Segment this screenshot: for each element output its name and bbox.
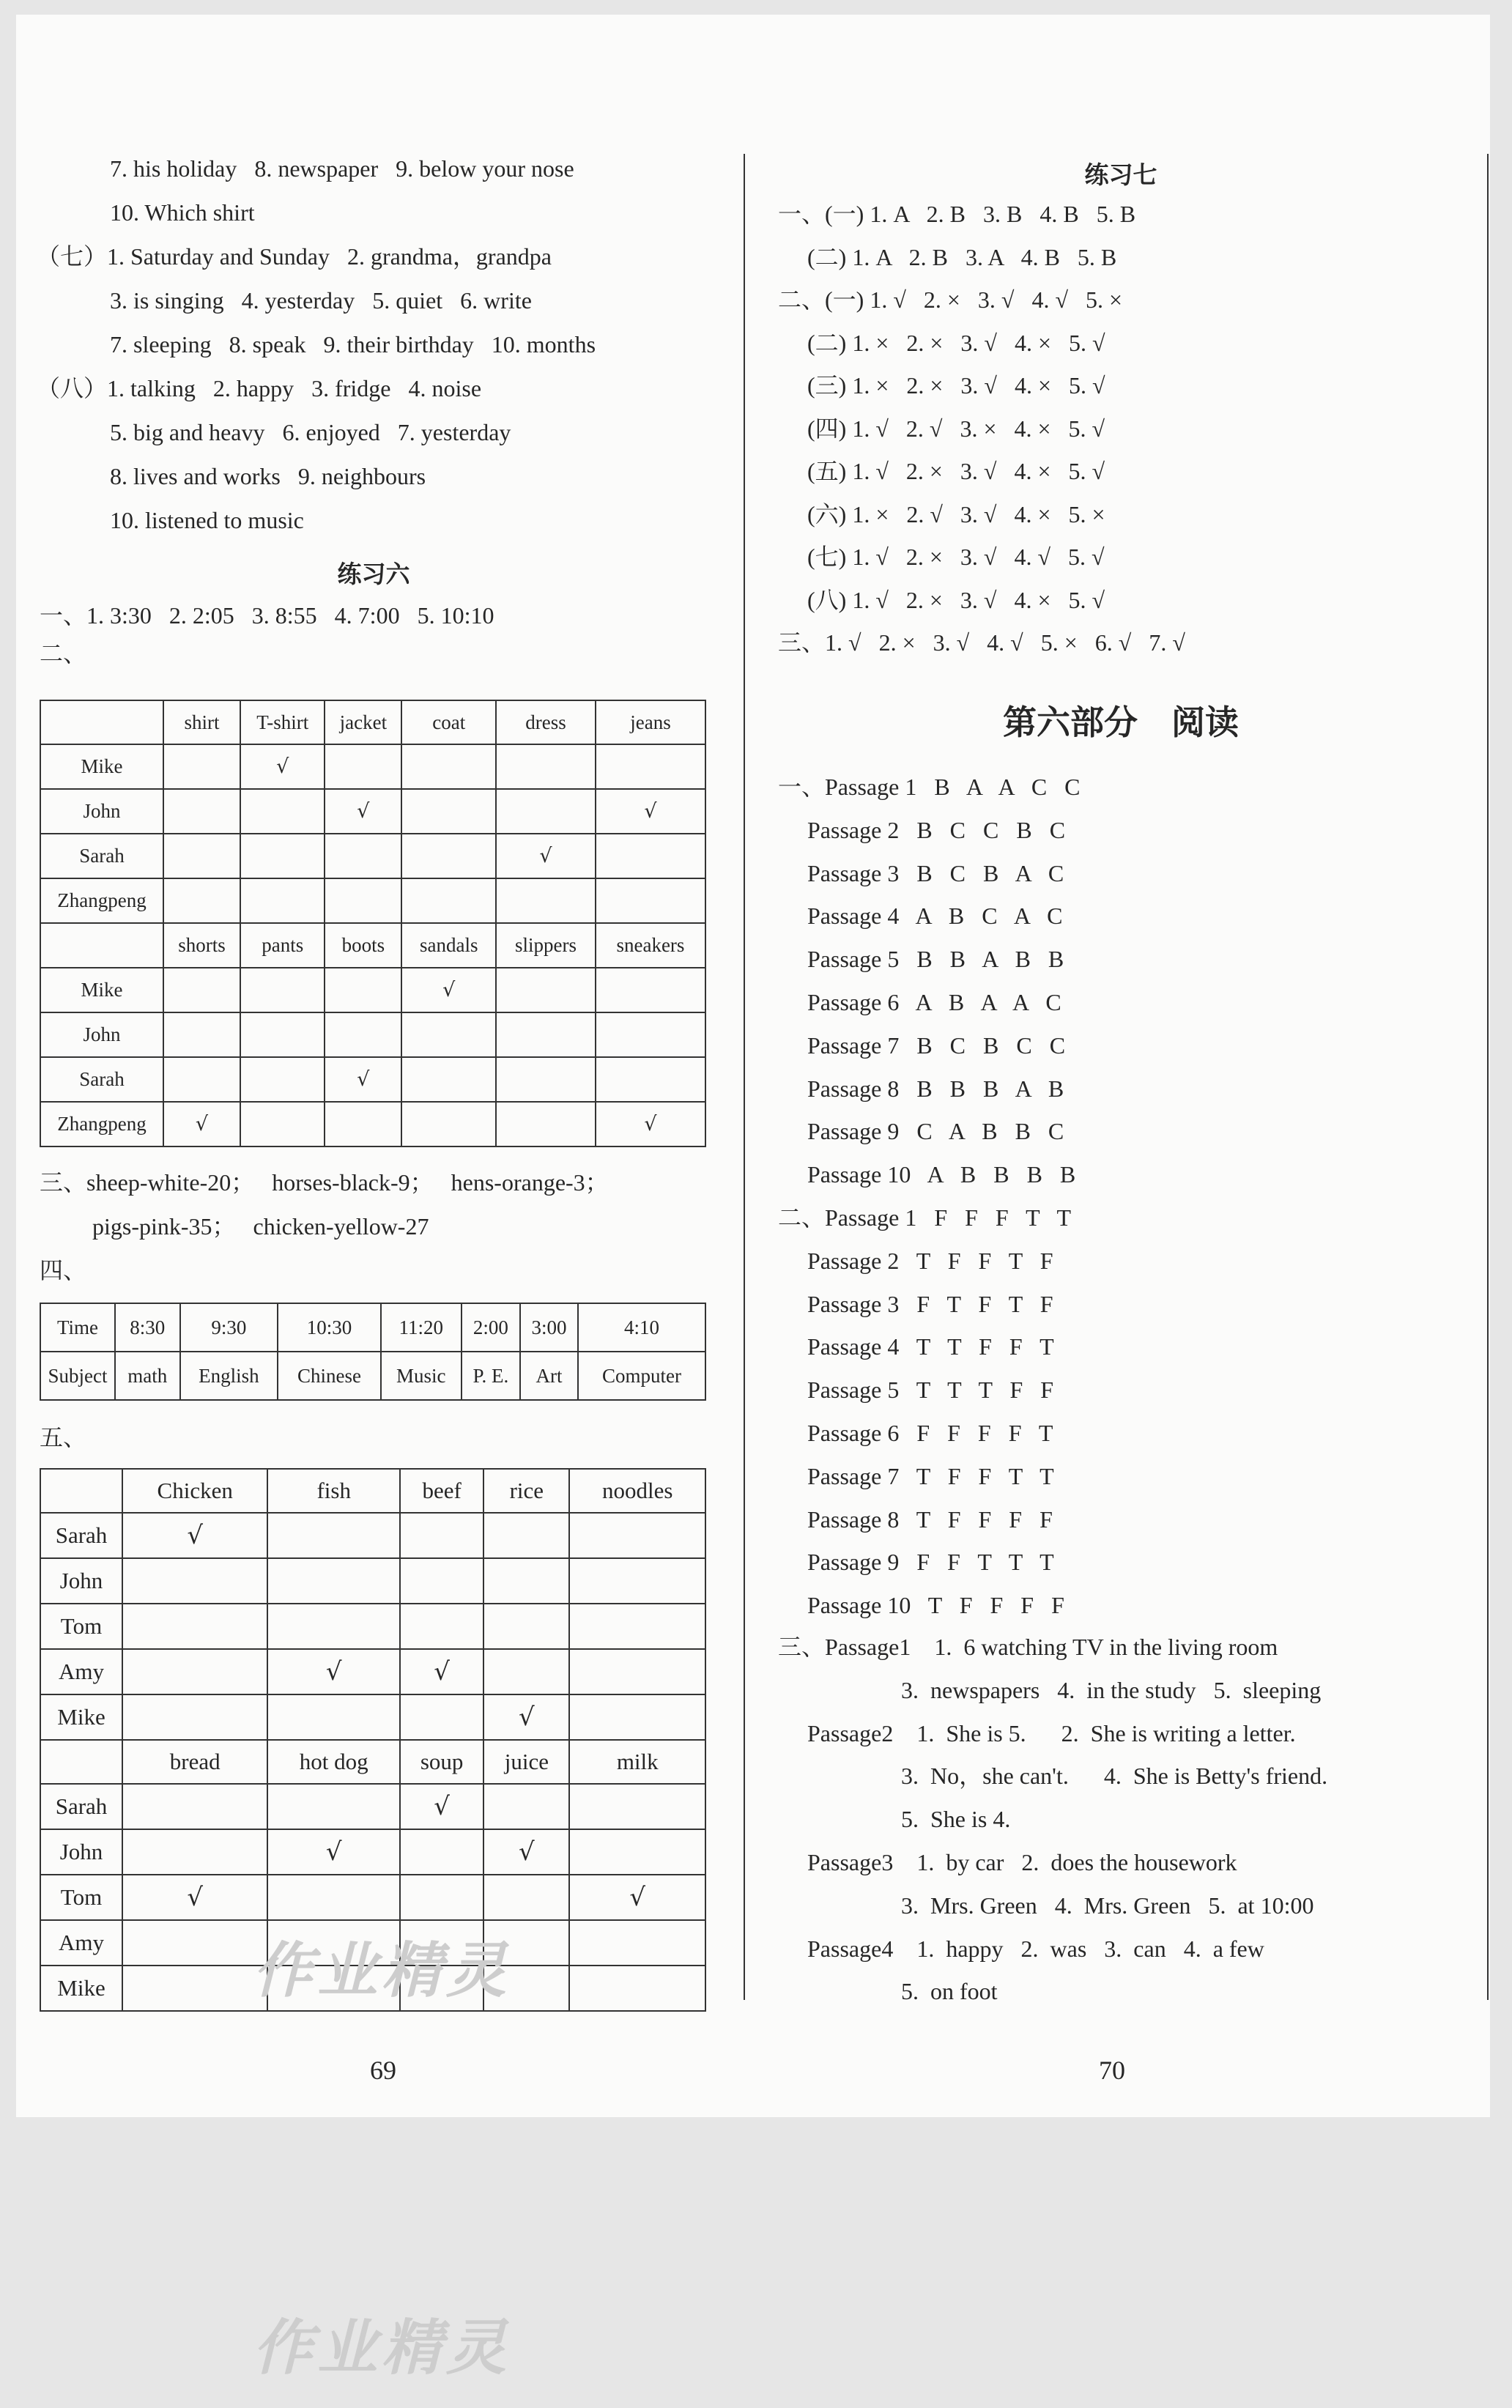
schedule-table	[40, 1303, 706, 1401]
answer-line: Passage 3 B C B A C	[778, 859, 1064, 886]
table-cell: shorts	[163, 923, 240, 968]
answer-line: 10. listened to music	[110, 507, 304, 533]
table-cell	[401, 744, 496, 789]
table-cell: bread	[122, 1740, 267, 1784]
table-row	[40, 1649, 705, 1694]
table-row	[40, 1558, 705, 1604]
table-cell	[483, 1649, 569, 1694]
table-cell	[483, 1558, 569, 1604]
table-cell: √	[483, 1829, 569, 1875]
table-cell	[325, 1012, 401, 1057]
table-cell	[596, 834, 705, 878]
table-cell: √	[325, 1057, 401, 1102]
table-cell	[569, 1513, 705, 1558]
table-cell	[267, 1558, 400, 1604]
row-label-cell: John	[40, 1829, 122, 1875]
table-row	[40, 700, 705, 744]
answer-line: (八) 1. √ 2. × 3. √ 4. × 5. √	[778, 586, 1105, 613]
row-label-cell: Subject	[40, 1352, 115, 1400]
table-row	[40, 1875, 705, 1920]
table-cell: sandals	[401, 923, 496, 968]
table-cell: boots	[325, 923, 401, 968]
answer-line: 二、Passage 1 F F F T T	[778, 1204, 1072, 1231]
table-cell	[122, 1649, 267, 1694]
answer-line: (七) 1. √ 2. × 3. √ 4. √ 5. √	[778, 544, 1105, 570]
table-cell: √	[483, 1694, 569, 1740]
table-cell: 10:30	[278, 1303, 381, 1352]
table-cell	[325, 744, 401, 789]
table-cell	[483, 1784, 569, 1829]
table-cell	[596, 1012, 705, 1057]
table-cell: √	[401, 968, 496, 1012]
table-cell: √	[400, 1649, 483, 1694]
table-cell	[163, 789, 240, 834]
table-cell	[496, 968, 596, 1012]
row-label-cell: Tom	[40, 1875, 122, 1920]
answer-line: Passage 8 T F F F F	[778, 1505, 1053, 1533]
table-cell: dress	[496, 700, 596, 744]
answer-line: 三、1. √ 2. × 3. √ 4. √ 5. × 6. √ 7. √	[778, 629, 1185, 656]
table-cell: √	[596, 1102, 705, 1146]
table-cell	[596, 744, 705, 789]
table-row	[40, 744, 705, 789]
table-cell	[496, 1102, 596, 1146]
table-cell	[400, 1875, 483, 1920]
answer-line: （七）1. Saturday and Sunday 2. grandma，grandpa	[37, 243, 552, 270]
table-cell: √	[496, 834, 596, 878]
answer-line: 10. Which shirt	[110, 199, 255, 226]
table-cell	[401, 1012, 496, 1057]
row-label-cell: Tom	[40, 1604, 122, 1649]
table-cell: √	[122, 1513, 267, 1558]
table-cell: √	[267, 1649, 400, 1694]
answer-line: 三、sheep-white-20； horses-black-9； hens-orange-3；	[40, 1169, 609, 1196]
table-cell: math	[115, 1352, 180, 1400]
table-cell	[240, 878, 325, 923]
table-cell: √	[122, 1875, 267, 1920]
table-cell: √	[325, 789, 401, 834]
table-cell	[122, 1829, 267, 1875]
answer-line: 3. Mrs. Green 4. Mrs. Green 5. at 10:00	[778, 1892, 1314, 1919]
table-row	[40, 834, 705, 878]
answer-line: 3. No，she can't. 4. She is Betty's friend.	[778, 1763, 1328, 1790]
table-cell: √	[569, 1875, 705, 1920]
table-cell: Chinese	[278, 1352, 381, 1400]
section-label: 二、	[40, 640, 87, 667]
answer-line: pigs-pink-35； chicken-yellow-27	[92, 1213, 429, 1240]
table-cell: pants	[240, 923, 325, 968]
table-cell	[267, 1784, 400, 1829]
table-row	[40, 789, 705, 834]
row-label-cell: Mike	[40, 968, 163, 1012]
table-cell: √	[596, 789, 705, 834]
answer-line: Passage 4 A B C A C	[778, 903, 1063, 930]
answer-line: 3. newspapers 4. in the study 5. sleeping	[778, 1676, 1322, 1703]
table-cell	[325, 968, 401, 1012]
table-cell	[400, 1829, 483, 1875]
table-cell	[401, 834, 496, 878]
table-cell: Chicken	[122, 1469, 267, 1513]
table-cell	[496, 878, 596, 923]
answer-line: (三) 1. × 2. × 3. √ 4. × 5. √	[778, 372, 1105, 399]
section-label: 五、	[40, 1424, 87, 1451]
table-row	[40, 923, 705, 968]
answer-line: Passage 3 F T F T F	[778, 1290, 1053, 1317]
answer-line: 一、1. 3:30 2. 2:05 3. 8:55 4. 7:00 5. 10:10	[40, 602, 494, 629]
answer-line: Passage2 1. She is 5. 2. She is writing a letter.	[778, 1719, 1296, 1746]
row-label-cell: Sarah	[40, 834, 163, 878]
table-cell	[596, 968, 705, 1012]
table-cell: slippers	[496, 923, 596, 968]
row-label-cell: Amy	[40, 1649, 122, 1694]
answer-line: Passage 10 T F F F F	[778, 1592, 1064, 1619]
table-cell	[569, 1604, 705, 1649]
table-cell: Music	[381, 1352, 462, 1400]
watermark-text: 作业精灵	[253, 2313, 511, 2383]
row-label-cell: Time	[40, 1303, 115, 1352]
table-cell	[400, 1513, 483, 1558]
row-label-cell: Zhangpeng	[40, 878, 163, 923]
table-cell: fish	[267, 1469, 400, 1513]
table-cell	[496, 1057, 596, 1102]
answer-line: Passage 9 F F T T T	[778, 1549, 1054, 1576]
table-cell	[400, 1604, 483, 1649]
row-label-cell	[40, 1740, 122, 1784]
answer-line: Passage 6 F F F F T	[778, 1420, 1053, 1446]
table-cell: jeans	[596, 700, 705, 744]
table-cell	[240, 789, 325, 834]
table-cell: Computer	[578, 1352, 705, 1400]
section-title: 练习六	[337, 560, 410, 588]
part-title: 第六部分 阅读	[1003, 703, 1239, 742]
table-cell	[401, 1057, 496, 1102]
answer-line: Passage 7 B C B C C	[778, 1031, 1066, 1059]
table-cell	[240, 1102, 325, 1146]
answer-line: 7. sleeping 8. speak 9. their birthday 10. months	[110, 331, 596, 358]
answer-line: 一、Passage 1 B A A C C	[778, 774, 1081, 800]
page-number: 69	[370, 2056, 396, 2085]
column-divider	[744, 154, 745, 2000]
table-cell	[267, 1875, 400, 1920]
table-row	[40, 1604, 705, 1649]
table-cell	[483, 1604, 569, 1649]
answer-line: Passage4 1. happy 2. was 3. can 4. a few	[778, 1935, 1264, 1962]
table-cell	[267, 1604, 400, 1649]
answer-line: 7. his holiday 8. newspaper 9. below your nose	[110, 155, 574, 182]
table-cell	[569, 1966, 705, 2011]
row-label-cell	[40, 1469, 122, 1513]
table-row	[40, 878, 705, 923]
section-label: 四、	[40, 1257, 87, 1283]
clothes-table	[40, 700, 706, 1147]
table-cell	[496, 1012, 596, 1057]
table-cell: jacket	[325, 700, 401, 744]
answer-line: Passage 5 T T T F F	[778, 1377, 1054, 1404]
table-cell: milk	[569, 1740, 705, 1784]
table-cell	[483, 1875, 569, 1920]
row-label-cell: John	[40, 789, 163, 834]
table-cell	[569, 1558, 705, 1604]
right-edge-line	[1487, 154, 1489, 2000]
table-cell: 9:30	[180, 1303, 278, 1352]
row-label-cell: Mike	[40, 744, 163, 789]
table-row	[40, 1694, 705, 1740]
table-cell	[401, 789, 496, 834]
page-number: 70	[1099, 2056, 1125, 2085]
table-cell	[596, 1057, 705, 1102]
table-cell	[163, 968, 240, 1012]
table-cell	[569, 1920, 705, 1966]
table-row	[40, 1513, 705, 1558]
table-row	[40, 1057, 705, 1102]
table-cell: coat	[401, 700, 496, 744]
answer-line: 8. lives and works 9. neighbours	[110, 463, 426, 489]
table-cell: rice	[483, 1469, 569, 1513]
table-cell: shirt	[163, 700, 240, 744]
table-cell	[122, 1920, 267, 1966]
table-cell	[267, 1513, 400, 1558]
answer-line: (六) 1. × 2. √ 3. √ 4. × 5. ×	[778, 500, 1105, 527]
table-cell	[400, 1558, 483, 1604]
row-label-cell: Sarah	[40, 1784, 122, 1829]
table-cell: 2:00	[462, 1303, 520, 1352]
table-cell	[122, 1694, 267, 1740]
row-label-cell: Sarah	[40, 1513, 122, 1558]
answer-line: (二) 1. A 2. B 3. A 4. B 5. B	[778, 243, 1117, 270]
answer-line: Passage 9 C A B B C	[778, 1118, 1064, 1145]
table-cell: beef	[400, 1469, 483, 1513]
table-cell	[122, 1966, 267, 2011]
table-cell	[163, 878, 240, 923]
answer-line: (五) 1. √ 2. × 3. √ 4. × 5. √	[778, 458, 1105, 484]
table-cell	[122, 1558, 267, 1604]
table-cell: 11:20	[381, 1303, 462, 1352]
row-label-cell: Mike	[40, 1694, 122, 1740]
table-cell	[401, 1102, 496, 1146]
answer-line: Passage 8 B B B A B	[778, 1075, 1064, 1102]
table-cell	[496, 744, 596, 789]
table-cell	[240, 968, 325, 1012]
table-cell	[163, 834, 240, 878]
table-cell	[569, 1649, 705, 1694]
table-row	[40, 968, 705, 1012]
table-cell	[325, 1102, 401, 1146]
table-cell	[569, 1694, 705, 1740]
row-label-cell: Zhangpeng	[40, 1102, 163, 1146]
row-label-cell: Sarah	[40, 1057, 163, 1102]
table-cell: hot dog	[267, 1740, 400, 1784]
row-label-cell: John	[40, 1558, 122, 1604]
row-label-cell	[40, 700, 163, 744]
table-cell	[483, 1513, 569, 1558]
table-cell: 8:30	[115, 1303, 180, 1352]
watermark-text: 作业精灵	[253, 1936, 511, 2006]
table-row	[40, 1829, 705, 1875]
answer-line: 二、(一) 1. √ 2. × 3. √ 4. √ 5. ×	[778, 286, 1123, 313]
table-cell: T-shirt	[240, 700, 325, 744]
table-cell: noodles	[569, 1469, 705, 1513]
table-cell: √	[240, 744, 325, 789]
table-cell: √	[267, 1829, 400, 1875]
table-row	[40, 1784, 705, 1829]
answer-line: Passage 10 A B B B B	[778, 1161, 1076, 1188]
table-cell	[163, 1012, 240, 1057]
table-cell	[122, 1784, 267, 1829]
table-row	[40, 1740, 705, 1784]
row-label-cell: Amy	[40, 1920, 122, 1966]
table-cell	[325, 878, 401, 923]
answer-line: 5. on foot	[778, 1978, 998, 2005]
table-cell: sneakers	[596, 923, 705, 968]
table-cell	[240, 1057, 325, 1102]
table-cell	[569, 1829, 705, 1875]
table-cell: P. E.	[462, 1352, 520, 1400]
answer-line: （八）1. talking 2. happy 3. fridge 4. noise	[37, 375, 482, 401]
answer-line: Passage 5 B B A B B	[778, 946, 1064, 973]
answer-line: (二) 1. × 2. × 3. √ 4. × 5. √	[778, 329, 1105, 356]
section-title: 练习七	[1084, 160, 1157, 189]
table-row	[40, 1352, 705, 1400]
answer-line: Passage 4 T T F F T	[778, 1333, 1054, 1360]
table-cell	[163, 1057, 240, 1102]
table-cell	[401, 878, 496, 923]
row-label-cell: Mike	[40, 1966, 122, 2011]
table-cell: juice	[483, 1740, 569, 1784]
row-label-cell	[40, 923, 163, 968]
table-cell	[325, 834, 401, 878]
table-cell	[240, 834, 325, 878]
answer-line: 5. She is 4.	[778, 1806, 1011, 1833]
answer-line: 5. big and heavy 6. enjoyed 7. yesterday	[110, 419, 511, 445]
answer-line: 三、Passage1 1. 6 watching TV in the living room	[778, 1634, 1278, 1660]
table-cell: Art	[520, 1352, 578, 1400]
answer-line: 3. is singing 4. yesterday 5. quiet 6. write	[110, 287, 532, 314]
answer-line: Passage 2 T F F T F	[778, 1247, 1053, 1274]
answer-line: Passage3 1. by car 2. does the housework	[778, 1849, 1237, 1875]
table-row	[40, 1303, 705, 1352]
table-cell	[496, 789, 596, 834]
table-cell	[122, 1604, 267, 1649]
answer-line: Passage 7 T F F T T	[778, 1462, 1054, 1489]
table-cell	[569, 1784, 705, 1829]
table-cell: soup	[400, 1740, 483, 1784]
answer-line: Passage 2 B C C B C	[778, 816, 1066, 843]
table-row	[40, 1469, 705, 1513]
table-cell	[596, 878, 705, 923]
table-cell	[400, 1694, 483, 1740]
table-cell: 4:10	[578, 1303, 705, 1352]
answer-line: (四) 1. √ 2. √ 3. × 4. × 5. √	[778, 415, 1105, 442]
answer-line: 一、(一) 1. A 2. B 3. B 4. B 5. B	[778, 201, 1136, 227]
table-cell	[267, 1694, 400, 1740]
table-cell: English	[180, 1352, 278, 1400]
table-cell: √	[163, 1102, 240, 1146]
answer-line: Passage 6 A B A A C	[778, 989, 1061, 1015]
table-cell: 3:00	[520, 1303, 578, 1352]
table-row	[40, 1012, 705, 1057]
table-row	[40, 1102, 705, 1146]
row-label-cell: John	[40, 1012, 163, 1057]
table-cell	[240, 1012, 325, 1057]
table-cell: √	[400, 1784, 483, 1829]
table-cell	[163, 744, 240, 789]
